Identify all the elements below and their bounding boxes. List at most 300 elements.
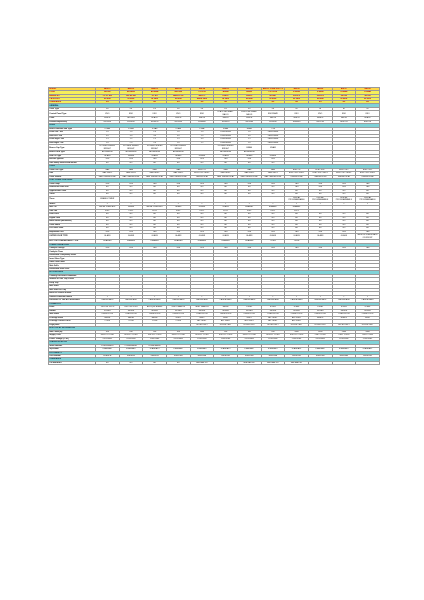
table-cell: MIRROR GLASS BACK ON FRONT [357, 234, 378, 239]
table-cell: YES [285, 182, 309, 186]
table-cell: ELECTRIC [308, 168, 332, 172]
table-cell: UPPER LEFT [332, 323, 356, 327]
table-cell: 1.5 [119, 138, 143, 142]
table-cell: NO [308, 189, 332, 193]
table-cell: SG [119, 101, 143, 104]
table-cell: NO [190, 223, 214, 227]
table-cell: 2000 [332, 330, 356, 334]
row-label: Turbo [49, 193, 96, 197]
table-cell: 100 [237, 330, 261, 334]
table-cell: 220V/50HZ [214, 337, 238, 341]
table-cell: BI [356, 107, 380, 111]
table-cell: ELECTRIC GRILL [356, 172, 380, 176]
table-cell: GAS [143, 168, 167, 172]
table-cell: NO [237, 161, 261, 165]
table-cell: 220V/50HZ [143, 337, 167, 341]
table-cell: GAS [96, 168, 120, 172]
table-cell: 2 [237, 202, 261, 206]
table-cell: NO [261, 216, 285, 220]
table-cell: GAS [119, 168, 143, 172]
table-cell: YES [166, 230, 190, 234]
table-cell: CODE [96, 320, 120, 324]
table-cell: GLASS [143, 154, 167, 158]
table-cell: ALL GREY [214, 320, 238, 324]
table-cell: BG 4G 4W [119, 94, 143, 97]
table-cell: 2.0 [143, 141, 167, 145]
row-label: User Manual [49, 354, 96, 358]
table-cell: 100 [261, 330, 285, 334]
table-cell: GAS GRILL [214, 172, 238, 176]
table-cell: NO [261, 213, 285, 217]
table-cell: CODE [166, 320, 190, 324]
table-cell: 2000 [190, 330, 214, 334]
table-cell: 85/50/50 [119, 120, 143, 124]
table-cell: CARDBOARD [190, 299, 214, 303]
table-cell: NO [261, 223, 285, 227]
table-cell: BLACK [308, 117, 332, 121]
table-cell: 220V/50HZ [261, 337, 285, 341]
table-cell: YES [237, 246, 261, 250]
table-cell: ALL GREY [285, 316, 309, 320]
table-cell: KNO [332, 111, 356, 117]
table-cell: NO [261, 227, 285, 231]
table-cell: YES [214, 230, 238, 234]
table-cell: NO [166, 189, 190, 193]
row-label: Adjustable Feet [49, 230, 96, 234]
table-cell: 2 [190, 202, 214, 206]
table-cell: NO [119, 223, 143, 227]
table-cell: WHITE [166, 117, 190, 121]
table-cell: NO [96, 220, 120, 224]
table-cell: NO [96, 216, 120, 220]
table-cell: BI [308, 107, 332, 111]
table-cell: ELECTR [285, 168, 309, 172]
row-label: Grease Protection Shield [49, 295, 96, 299]
table-cell: YES [237, 230, 261, 234]
table-cell: 85/50/50 [261, 120, 285, 124]
table-cell: ENAMEL [261, 206, 285, 210]
table-cell: SILVER [214, 309, 238, 313]
table-cell: ENGLISH [214, 354, 238, 358]
table-cell: GAS THERMOSTAT [166, 175, 190, 179]
table-cell: STANDART [166, 348, 190, 352]
table-cell: GLASS [166, 234, 190, 240]
table-cell: 2.0 [166, 141, 190, 145]
table-cell: 1 [96, 295, 120, 299]
table-cell: NO [166, 186, 190, 190]
table-cell: 2 [214, 202, 238, 206]
table-cell: FLOWER SINKED BRIGHT [214, 145, 238, 151]
table-cell: D2NCF [237, 94, 261, 97]
table-cell: FLOWER SINKED BRIGHT [96, 145, 120, 151]
table-cell: ELECTRIC GRILL [285, 172, 309, 176]
table-cell: FULL [214, 209, 238, 213]
table-cell: NO [285, 193, 309, 197]
table-cell: BEKO5 [214, 88, 238, 91]
table-cell: YES [332, 186, 356, 190]
table-cell: 2 [285, 202, 309, 206]
table-cell: SUPPLY CORD [285, 334, 309, 338]
table-cell: YES [308, 246, 332, 250]
table-cell: NO [119, 220, 143, 224]
row-label: Burner Number and Type [49, 127, 96, 131]
table-cell: YES [214, 182, 238, 186]
table-cell: ENGLISH [237, 354, 261, 358]
table-cell: GREY [237, 316, 261, 320]
table-cell: NO [308, 220, 332, 224]
section-title: ELECTRICAL INFORMATION [49, 327, 380, 330]
table-cell: SUPPLY CORD [119, 334, 143, 338]
table-cell: NO [261, 161, 285, 165]
row-label: Inner Glass Type [49, 257, 96, 261]
table-row [49, 361, 380, 365]
table-cell: 2000 [285, 330, 309, 334]
table-cell: SUPPLY CORD [214, 334, 238, 338]
table-cell: FULL [190, 209, 214, 213]
table-cell: 3RCNX [332, 94, 356, 97]
table-cell: ICS84W [332, 91, 356, 94]
table-cell: GLASS [96, 234, 120, 240]
table-cell: WHITE [190, 117, 214, 121]
table-cell: ALUMINIUM [214, 151, 238, 155]
table-cell: 4GAS [214, 127, 238, 131]
table-cell: NO [356, 223, 380, 227]
table-cell: BROWN [119, 117, 143, 121]
table-cell: NO [119, 161, 143, 165]
table-cell: 100 [214, 330, 238, 334]
table-cell: 1.5 [237, 138, 261, 142]
table-cell: CONSIGMENT [96, 344, 120, 348]
table-cell: GLASS [237, 154, 261, 158]
table-cell: DIGITAL PROGRAMMABLE [332, 196, 356, 202]
table-cell: GLASS [166, 206, 190, 210]
row-label: Upper/Lower Oven [49, 189, 96, 193]
table-cell: YES [285, 246, 309, 250]
table-cell: BLACK [308, 316, 332, 320]
table-cell: 2 [356, 202, 380, 206]
table-cell: YES [261, 230, 285, 234]
table-cell: STANDART [332, 348, 356, 352]
table-cell: YES [166, 158, 190, 162]
table-cell: 85/50/50 [143, 120, 167, 124]
table-cell: BEIGE [119, 316, 143, 320]
table-cell: ENGLISH [356, 354, 380, 358]
table-cell: NO [96, 361, 120, 365]
table-cell: STANDART [214, 348, 238, 352]
row-label: Oven Type [49, 107, 96, 111]
table-cell: SILVER [190, 309, 214, 313]
table-cell: 1300/1800W [261, 134, 285, 138]
row-label: Glass Oven Inner [49, 260, 96, 264]
table-cell: NO [356, 220, 380, 224]
table-cell: 4GAS [237, 127, 261, 131]
table-cell: YES [119, 158, 143, 162]
table-cell: GREY SAMPLE [166, 306, 190, 310]
table-cell: OVEN DOOR [332, 313, 356, 317]
section-title: CLEAN OPERATIONS [49, 243, 380, 246]
table-cell: YES [96, 230, 120, 234]
table-cell: GREY [166, 316, 190, 320]
table-cell: STANDART [119, 348, 143, 352]
row-label: Rear Right - kW [49, 141, 96, 145]
table-cell: NO [261, 220, 285, 224]
table-cell: ELECTR [190, 168, 214, 172]
table-cell: GLASS [332, 234, 356, 240]
table-cell: SILVER [96, 309, 120, 313]
table-cell: IN SIDE [166, 97, 190, 100]
row-label: Front Left - kW [49, 131, 96, 135]
table-cell: GLASS [308, 234, 332, 240]
table-cell: NO [214, 213, 238, 217]
row-label: Side Glass [49, 313, 96, 317]
table-cell: 85/50/50 [214, 120, 238, 124]
row-label: Logo place [49, 323, 96, 327]
table-cell: D2NCF [214, 94, 238, 97]
row-label: Burner Grid Type [49, 151, 96, 155]
table-cell: NO [308, 213, 332, 217]
table-cell: 4 GAS [143, 127, 167, 131]
table-cell: SILVER [285, 309, 309, 313]
table-cell: FULL [96, 209, 120, 213]
table-cell: 1.0 [119, 131, 143, 135]
table-cell: KNO [119, 111, 143, 117]
table-cell: BEKO7 ZONE DIST C3 [262, 88, 283, 90]
table-cell: BUILTIN [332, 120, 356, 124]
table-cell: YES [166, 246, 190, 250]
table-cell: NO [96, 227, 120, 231]
table-cell: UPPER LEFT [285, 323, 309, 327]
table-cell: GLASS [119, 154, 143, 158]
table-cell: 1 [261, 295, 285, 299]
table-cell: STANDART [143, 348, 167, 352]
table-cell: SEE BAR INT [190, 361, 214, 365]
table-cell: SILVER [261, 309, 285, 313]
table-cell: GLASS [285, 234, 309, 240]
row-label: Oven Fuel Type [49, 168, 96, 172]
table-cell: OPEN [261, 240, 285, 244]
table-cell: NO [237, 189, 261, 193]
table-cell: GLASS [166, 154, 190, 158]
table-cell: KNO [356, 111, 380, 117]
table-cell: FLOWER SINKED BRIGHT [119, 145, 143, 151]
table-cell: YELLOW GOLD [96, 306, 120, 310]
table-cell: THERMOSTAT [332, 175, 356, 179]
row-label: Wire Shelf [49, 285, 96, 289]
table-cell: DIGITAL PROGRAMMABLE [285, 196, 309, 202]
table-cell: ENAMEL [285, 206, 309, 210]
table-cell: ICS83W [285, 91, 309, 94]
table-cell: UPPER LEFT [214, 323, 238, 327]
table-cell: CARDBOARD [285, 299, 309, 303]
table-cell: NO [190, 213, 214, 217]
table-cell: GLASS [261, 154, 285, 158]
table-cell: GLASS [190, 206, 214, 210]
table-cell: 100 [166, 330, 190, 334]
table-cell: GAS THERMOSTAT [261, 175, 285, 179]
table-cell: NO [190, 216, 214, 220]
table-cell: DRAWER [237, 240, 261, 244]
table-cell: BDIN4 [214, 91, 238, 94]
table-cell: NO [96, 193, 120, 197]
table-cell: ELECTRIC GRILL [332, 172, 356, 176]
table-cell: 220V/50HZ [332, 337, 356, 341]
row-label: Gas Safety Device-Hob Burner [49, 161, 96, 165]
table-cell: FX ICE-W [261, 91, 285, 94]
table-cell: THERMOSTAT [308, 175, 332, 179]
table-cell: YES [356, 230, 380, 234]
table-cell: NO [356, 193, 380, 197]
table-cell: GAS [214, 168, 238, 172]
row-label: Catalytic Linings [49, 246, 96, 250]
table-cell: STEEL [285, 306, 309, 310]
table-cell: SG [214, 101, 238, 104]
table-cell: KNO [96, 111, 120, 117]
table-cell: ALL GREY [261, 316, 285, 320]
row-label: BOTTOM COMPARTMENT TYPE [49, 240, 96, 244]
table-cell: STANDART [261, 348, 285, 352]
row-label: Hob Lid Type [49, 154, 96, 158]
row-label: Bake Switch (Automatic) [49, 220, 96, 224]
table-cell: YES [356, 246, 380, 250]
table-cell: NO [308, 193, 332, 197]
table-cell: YES [356, 182, 380, 186]
row-label: Color [49, 117, 96, 121]
table-cell: CARDBOARD [96, 299, 120, 303]
table-cell: ENGLISH [190, 354, 214, 358]
table-cell: BEIGE [96, 316, 120, 320]
table-cell: WHITE [261, 117, 285, 121]
section-title: DOCUMENTS [49, 351, 380, 354]
table-cell: 4 GAS [96, 127, 120, 131]
table-cell: YES [261, 182, 285, 186]
table-cell: FULL [261, 209, 285, 213]
table-cell: ENGLISH [166, 354, 190, 358]
table-cell: NO [143, 361, 167, 365]
section-title: OVEN [49, 165, 380, 168]
table-cell: SG [143, 101, 167, 104]
table-cell: YELLOW GOLD [119, 306, 143, 310]
row-label: MODEL [49, 88, 96, 91]
table-cell: GC 4G [143, 94, 167, 97]
row-label: Styrofoam [49, 348, 96, 352]
spec-sheet [48, 87, 379, 365]
table-cell: 220V/50HZ [237, 337, 261, 341]
table-cell: WHITE [96, 117, 120, 121]
table-cell: DIGITAL PROGRAMMABLE [308, 196, 332, 202]
table-cell: BLACK [332, 316, 356, 320]
table-cell: NO [308, 227, 332, 231]
table-cell: METAL PLAIN BLK [143, 206, 167, 210]
table-cell: 1.0 [166, 131, 190, 135]
table-cell: YES [285, 186, 309, 190]
table-cell: NO [190, 161, 214, 165]
row-label: Door Lock [49, 213, 96, 217]
table-cell: NO [214, 223, 238, 227]
table-cell: 220V/50HZ [119, 337, 143, 341]
table-cell: CARDBOARD [166, 299, 190, 303]
table-cell: NO [237, 193, 261, 197]
table-cell: GREY [190, 316, 214, 320]
table-cell: GAS THERMOSTAT [237, 175, 261, 179]
row-label: Wire Shelf for Tray [49, 288, 96, 292]
table-cell: ALL GREY [237, 320, 261, 324]
table-cell: ENAM [261, 145, 285, 151]
table-cell: GLASS [119, 234, 143, 240]
table-cell: OVEN DOOR [143, 313, 167, 317]
table-cell: OVEN DOOR [166, 313, 190, 317]
row-label: Rotisserie/Turbo Grill [49, 186, 96, 190]
table-cell: UPPER LEFT [261, 323, 285, 327]
table-cell: ENAMEL [237, 206, 261, 210]
row-label: Number of Grill Tray Pieces [49, 278, 96, 282]
table-cell: ALUMINIUM [166, 151, 190, 155]
table-cell: CODE [143, 320, 167, 324]
table-cell: 1 [332, 295, 356, 299]
table-cell: YES [143, 158, 167, 162]
table-cell: NO [143, 189, 167, 193]
table-cell: 2000 [308, 330, 332, 334]
table-cell: UPPER LEFT [237, 323, 261, 327]
table-cell: 1 [285, 295, 309, 299]
table-cell: BLACK [356, 117, 380, 121]
table-cell: BEKO1 [96, 88, 120, 91]
table-cell: ALL GREY [285, 320, 309, 324]
table-cell: YES [143, 230, 167, 234]
row-label: CE MARKING [49, 361, 96, 365]
table-cell: ELECTRIC GRILL [190, 172, 214, 176]
table-cell: NO [214, 227, 238, 231]
table-cell: NO [143, 186, 167, 190]
table-cell: ICS83B [308, 91, 332, 94]
table-cell: KNO [190, 111, 214, 117]
table-cell: SILVER [308, 309, 332, 313]
table-cell: NO [332, 189, 356, 193]
table-cell: CARDBOARD [237, 299, 261, 303]
table-cell: DRAWER [119, 240, 143, 244]
row-label: CATEGORY [49, 97, 96, 100]
table-cell: 1 [143, 295, 167, 299]
table-cell: CARDBOARD [214, 299, 238, 303]
table-cell: NO [143, 213, 167, 217]
table-cell: SEE BAR INT [237, 361, 261, 365]
table-cell: SUPPLY CORD [261, 334, 285, 338]
table-cell: IN SIDE [308, 97, 332, 100]
table-cell: STANDART [285, 348, 309, 352]
table-cell: BU1N9 [96, 91, 120, 94]
table-cell: KNO [143, 111, 167, 117]
table-cell: BCN4C [261, 94, 285, 97]
table-cell: SUPPLY CORD [190, 334, 214, 338]
table-cell: GAS GRILL [166, 172, 190, 176]
table-cell: 1300/1800W [214, 138, 238, 142]
table-cell: IN SIDE [285, 97, 309, 100]
table-cell: NO [214, 161, 238, 165]
table-cell: SEE BAR INT [261, 361, 285, 365]
table-cell: ENGLISH [308, 354, 332, 358]
row-label: Power Voltage (V- Hz) [49, 337, 96, 341]
table-cell: NO [166, 213, 190, 217]
table-cell: XTC27B [190, 91, 214, 94]
table-cell: NO [119, 189, 143, 193]
table-cell: 1 [308, 295, 332, 299]
table-cell: NO [285, 220, 309, 224]
table-cell: SG [332, 101, 356, 104]
table-cell: 2 [332, 202, 356, 206]
table-cell: STEEL [356, 306, 380, 310]
table-cell: SG [96, 101, 120, 104]
table-cell: YES [308, 186, 332, 190]
table-cell: OVEN DOOR [119, 313, 143, 317]
